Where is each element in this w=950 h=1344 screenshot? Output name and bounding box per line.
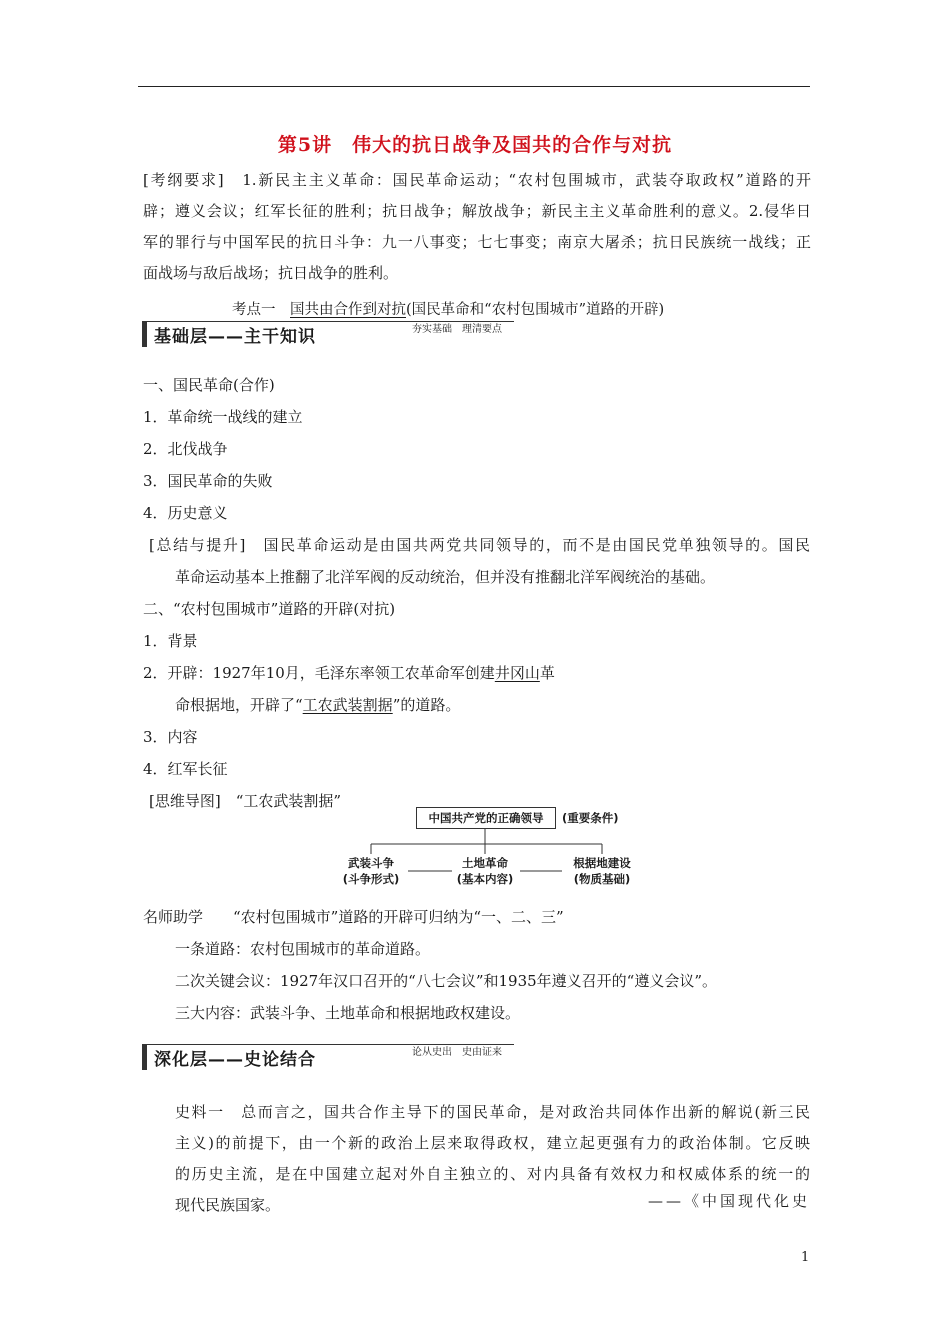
text-span: 命根据地，开辟了“ xyxy=(175,696,303,714)
exam-requirements xyxy=(143,165,811,289)
node-name: 武装斗争 xyxy=(348,856,394,870)
requirements-line: 面战场与敌后战场；抗日战争的胜利。 xyxy=(143,264,399,282)
material-line: 现代民族国家。 xyxy=(175,1196,281,1214)
requirements-line: 辟；遵义会议；红军长征的胜利；抗日战争；解放战争；新民主主义革命胜利的意义。2.侵华日 xyxy=(143,202,811,220)
list-item-continuation xyxy=(175,694,460,715)
node-name: 根据地建设 xyxy=(573,856,631,870)
summary-line: 革命运动基本上推翻了北洋军阀的反动统治，但并没有推翻北洋军阀统治的基础。 xyxy=(175,568,716,586)
list-item: 3．内容 xyxy=(143,728,198,746)
page-number: 1 xyxy=(801,1250,810,1265)
text-span: 革 xyxy=(539,664,555,682)
band-sublabel: 夯实基础 理清要点 xyxy=(412,324,502,335)
teacher-tip-intro: 名师助学 “农村包围城市”道路的开辟可归纳为“一、二、三” xyxy=(143,908,564,926)
kaodian-prefix: 考点一 xyxy=(232,302,290,318)
kaodian-topic: 国共由合作到对抗 xyxy=(290,302,406,318)
list-item: 4．历史意义 xyxy=(143,504,228,522)
kaodian-heading xyxy=(232,298,664,319)
band-marker xyxy=(142,1044,147,1070)
material-line: 主义)的前提下，由一个新的政治上层来取得政权，建立起更强有力的政治体制。它反映 xyxy=(175,1134,810,1152)
list-item: 1．背景 xyxy=(143,632,198,650)
material-source: ——《中国现代化史 xyxy=(647,1192,810,1210)
band-label: 基础层——主干知识 xyxy=(154,327,316,347)
mind-map-diagram xyxy=(330,804,650,894)
mindmap-label: [思维导图] “工农武装割据” xyxy=(149,792,342,810)
mindmap-node xyxy=(331,855,411,887)
list-item: 1．革命统一战线的建立 xyxy=(143,408,303,426)
summary-line: [总结与提升] 国民革命运动是由国共两党共同领导的，而不是由国民党单独领导的。国民 xyxy=(149,536,810,554)
list-item: 2．北伐战争 xyxy=(143,440,228,458)
underlined-term: 工农武装割据 xyxy=(302,696,393,714)
requirements-line: 军的罪行与中国军民的抗日斗争：九一八事变；七七事变；南京大屠杀；抗日民族统一战线；正 xyxy=(143,233,811,251)
text-span: ”的道路。 xyxy=(392,696,461,714)
teacher-tip-line: 一条道路：农村包围城市的革命道路。 xyxy=(175,940,431,958)
node-note: (物质基础) xyxy=(573,872,631,886)
teacher-tip-line: 二次关键会议：1927年汉口召开的“八七会议”和1935年遵义召开的“遵义会议”。 xyxy=(175,972,718,990)
node-name: 土地革命 xyxy=(462,856,508,870)
mindmap-node xyxy=(562,855,642,887)
node-note: (基本内容) xyxy=(456,872,514,886)
mindmap-node xyxy=(445,855,525,887)
text-span: 2．开辟：1927年10月，毛泽东率领工农革命军创建 xyxy=(143,664,495,682)
band-sublabel: 论从史出 史由证来 xyxy=(412,1047,502,1058)
section-heading: 二、“农村包围城市”道路的开辟(对抗) xyxy=(143,600,396,618)
kaodian-suffix: (国民革命和“农村包围城市”道路的开辟) xyxy=(406,302,665,318)
requirements-line: [考纲要求] 1.新民主主义革命：国民革命运动；“农村包围城市，武装夺取政权”道路的开 xyxy=(143,171,811,189)
material-line: 史料一 总而言之，国共合作主导下的国民革命，是对政治共同体作出新的解说(新三民 xyxy=(175,1103,810,1121)
list-item: 3．国民革命的失败 xyxy=(143,472,273,490)
node-note: (斗争形式) xyxy=(342,872,400,886)
band-label: 深化层——史论结合 xyxy=(154,1050,316,1070)
header-rule xyxy=(138,86,810,87)
list-item: 4．红军长征 xyxy=(143,760,228,778)
section-heading: 一、国民革命(合作) xyxy=(143,376,275,394)
teacher-tip-line: 三大内容：武装斗争、土地革命和根据地政权建设。 xyxy=(175,1004,521,1022)
list-item xyxy=(143,662,555,683)
material-line: 的历史主流，是在中国建立起对外自主独立的、对内具备有效权力和权威体系的统一的 xyxy=(175,1165,810,1183)
lesson-title: 第5讲 伟大的抗日战争及国共的合作与对抗 xyxy=(277,134,673,156)
underlined-term: 井冈山 xyxy=(494,664,540,682)
mindmap-top-note: (重要条件) xyxy=(562,811,619,825)
mindmap-top-box: 中国共产党的正确领导 xyxy=(416,807,556,829)
band-marker xyxy=(142,321,147,347)
